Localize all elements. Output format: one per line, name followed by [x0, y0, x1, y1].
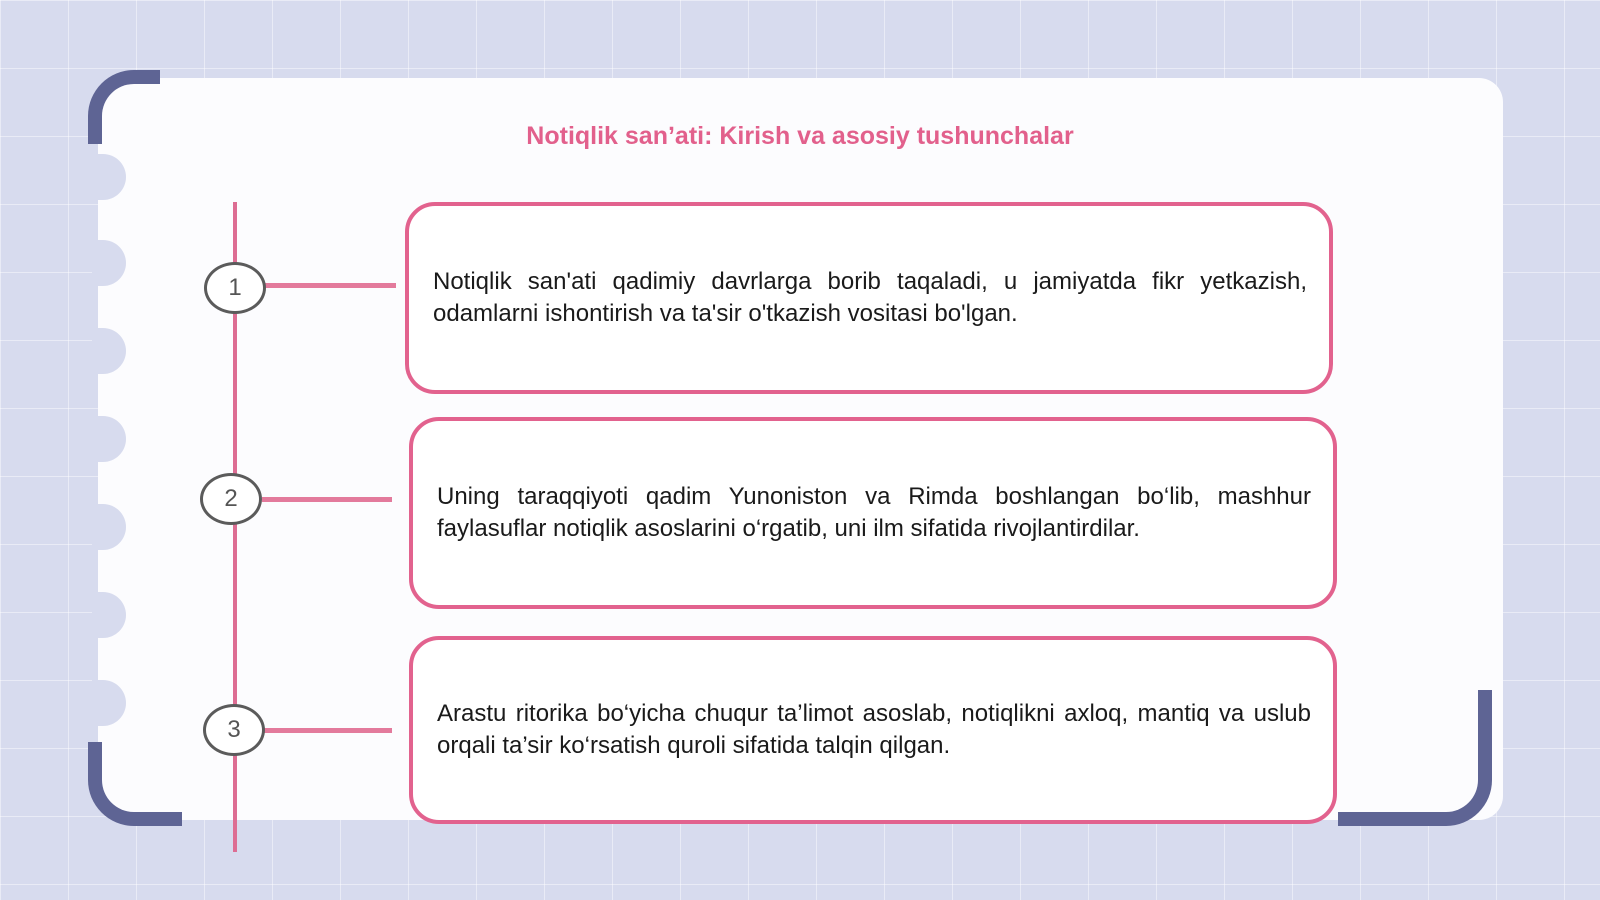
timeline-node-2: 2: [200, 473, 262, 525]
timeline-box-1: [405, 202, 1333, 394]
timeline-node-1: 1: [204, 262, 266, 314]
timeline-box-text: Uning taraqqiyoti qadim Yunoniston va Rimda boshlangan bo‘lib, mashhur faylasuflar notiqlik asoslarini o‘rgatib, uni ilm sifatida rivojlantirdilar.: [437, 483, 1311, 542]
timeline-box-3: [409, 636, 1337, 824]
timeline-box-text: Arastu ritorika bo‘yicha chuqur ta’limot asoslab, notiqlikni axloq, mantiq va uslub orqali ta’sir ko‘rsatish quroli sifatida talqin qilgan.: [437, 700, 1311, 759]
corner-bracket-top-left: [88, 70, 160, 144]
slide-title: Notiqlik sanʼati: Kirish va asosiy tushunchalar: [526, 122, 1074, 150]
timeline-node-3: 3: [203, 704, 265, 756]
timeline-connector-3: [264, 728, 392, 733]
timeline-connector-2: [262, 497, 392, 502]
timeline-connector-1: [264, 283, 396, 288]
timeline-box-2: [409, 417, 1337, 609]
timeline-box-text: Notiqlik san'ati qadimiy davrlarga borib taqaladi, u jamiyatda fikr yetkazish, odamlarni ishontirish va ta'sir o'tkazish vositasi bo'lgan.: [433, 268, 1307, 327]
corner-bracket-bottom-left: [88, 742, 182, 826]
corner-bracket-bottom-right: [1338, 690, 1492, 826]
